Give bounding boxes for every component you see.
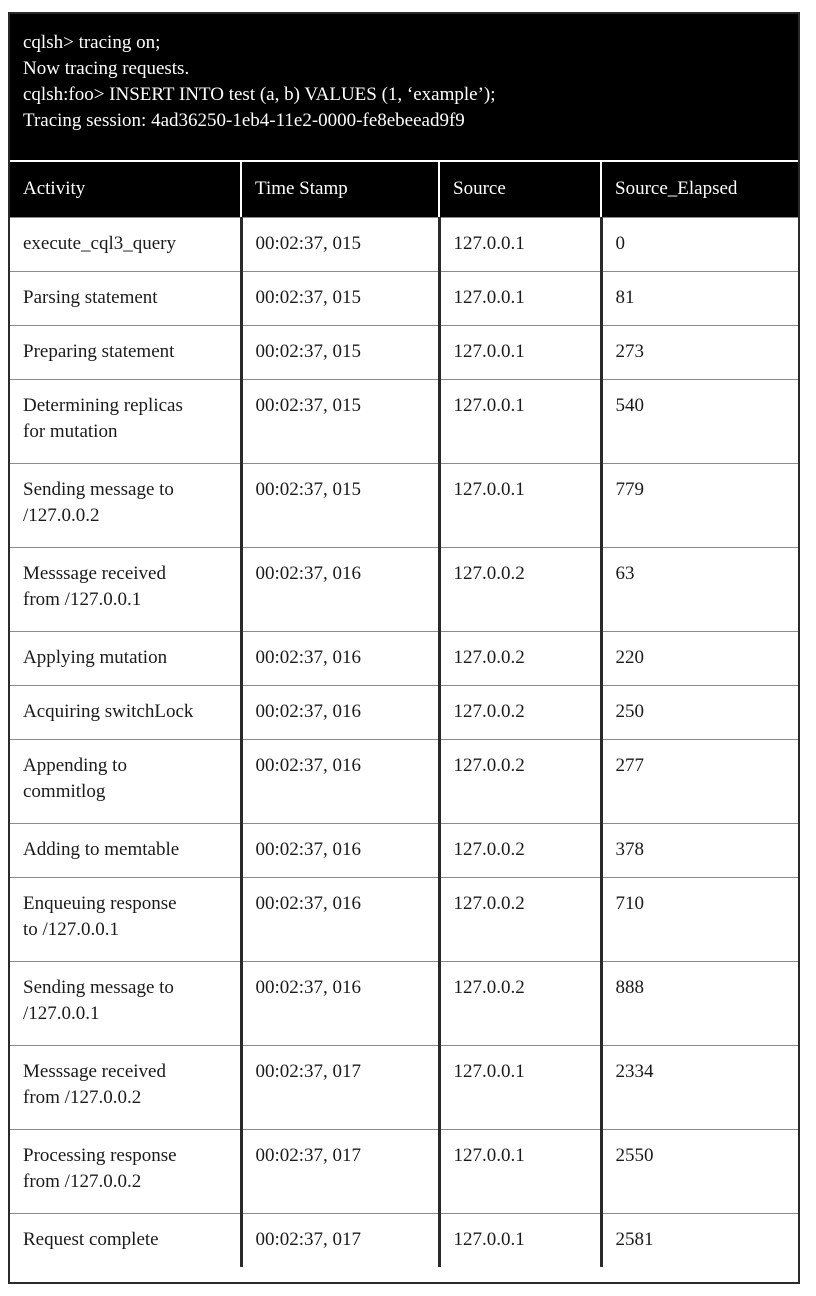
header-source-elapsed: Source_Elapsed — [601, 161, 798, 217]
cell-source-elapsed: 378 — [601, 823, 798, 877]
cell-source: 127.0.0.1 — [439, 1213, 601, 1267]
activity-line: execute_cql3_query — [23, 232, 176, 254]
cell-source-elapsed: 63 — [601, 547, 798, 631]
cell-time-stamp: 00:02:37, 015 — [241, 217, 439, 271]
cell-activity — [10, 823, 241, 877]
cell-activity — [10, 463, 241, 547]
cell-source: 127.0.0.2 — [439, 631, 601, 685]
cell-time-stamp: 00:02:37, 015 — [241, 271, 439, 325]
cell-time-stamp: 00:02:37, 016 — [241, 547, 439, 631]
activity-line: Sending message to — [23, 976, 174, 998]
table-row — [10, 1129, 798, 1213]
cell-time-stamp: 00:02:37, 015 — [241, 463, 439, 547]
cell-source: 127.0.0.1 — [439, 325, 601, 379]
activity-line: Adding to memtable — [23, 838, 180, 860]
cell-source: 127.0.0.1 — [439, 271, 601, 325]
cell-source: 127.0.0.2 — [439, 547, 601, 631]
cell-source-elapsed: 277 — [601, 739, 798, 823]
cell-time-stamp: 00:02:37, 017 — [241, 1213, 439, 1267]
table-row — [10, 217, 798, 271]
cell-activity — [10, 631, 241, 685]
activity-line: Processing response — [23, 1144, 177, 1166]
cell-source-elapsed: 888 — [601, 961, 798, 1045]
console-line: cqlsh:foo> INSERT INTO test (a, b) VALUES (1, ‘example’); — [23, 84, 496, 105]
cell-activity — [10, 685, 241, 739]
activity-line: Sending message to — [23, 478, 174, 500]
console-line: cqlsh> tracing on; — [23, 32, 161, 53]
table-header-row — [10, 161, 798, 217]
activity-line: Parsing statement — [23, 286, 158, 308]
table-row — [10, 631, 798, 685]
cell-source: 127.0.0.1 — [439, 463, 601, 547]
cell-source: 127.0.0.1 — [439, 379, 601, 463]
table-row — [10, 271, 798, 325]
cell-time-stamp: 00:02:37, 016 — [241, 685, 439, 739]
cell-source: 127.0.0.1 — [439, 1045, 601, 1129]
cell-time-stamp: 00:02:37, 015 — [241, 379, 439, 463]
cell-source: 127.0.0.1 — [439, 217, 601, 271]
activity-line: from /127.0.0.1 — [23, 588, 142, 610]
cell-time-stamp: 00:02:37, 016 — [241, 823, 439, 877]
cell-activity — [10, 547, 241, 631]
table-row — [10, 463, 798, 547]
cell-source-elapsed: 2581 — [601, 1213, 798, 1267]
cell-activity — [10, 271, 241, 325]
table-row — [10, 325, 798, 379]
cell-activity — [10, 217, 241, 271]
cell-source-elapsed: 220 — [601, 631, 798, 685]
activity-line: commitlog — [23, 780, 106, 802]
cell-activity — [10, 1045, 241, 1129]
table-body — [10, 217, 798, 1267]
activity-line: Enqueuing response — [23, 892, 177, 914]
header-time-stamp: Time Stamp — [241, 161, 439, 217]
table-row — [10, 1213, 798, 1267]
cell-source: 127.0.0.1 — [439, 1129, 601, 1213]
activity-line: to /127.0.0.1 — [23, 918, 120, 940]
table-row — [10, 547, 798, 631]
activity-line: from /127.0.0.2 — [23, 1170, 142, 1192]
cell-source-elapsed: 81 — [601, 271, 798, 325]
cell-activity — [10, 739, 241, 823]
activity-line: from /127.0.0.2 — [23, 1086, 142, 1108]
header-activity: Activity — [10, 161, 241, 217]
table-row — [10, 961, 798, 1045]
cell-time-stamp: 00:02:37, 015 — [241, 325, 439, 379]
cell-activity — [10, 961, 241, 1045]
table-row — [10, 1045, 798, 1129]
cell-activity — [10, 877, 241, 961]
activity-line: Determining replicas — [23, 394, 183, 416]
cell-activity — [10, 1129, 241, 1213]
activity-line: /127.0.0.2 — [23, 504, 100, 526]
cell-activity — [10, 325, 241, 379]
activity-line: Appending to — [23, 754, 127, 776]
header-source: Source — [439, 161, 601, 217]
table-row — [10, 379, 798, 463]
table-row — [10, 823, 798, 877]
activity-line: Messsage received — [23, 562, 166, 584]
cell-source-elapsed: 710 — [601, 877, 798, 961]
table-row — [10, 739, 798, 823]
cell-time-stamp: 00:02:37, 016 — [241, 961, 439, 1045]
cell-time-stamp: 00:02:37, 017 — [241, 1045, 439, 1129]
table-row — [10, 877, 798, 961]
console-line: Tracing session: 4ad36250-1eb4-11e2-0000-fe8ebeead9f9 — [23, 110, 465, 131]
activity-line: Messsage received — [23, 1060, 166, 1082]
cell-source-elapsed: 2550 — [601, 1129, 798, 1213]
table-row — [10, 685, 798, 739]
cell-time-stamp: 00:02:37, 016 — [241, 877, 439, 961]
trace-table — [10, 160, 798, 1267]
cell-source: 127.0.0.2 — [439, 823, 601, 877]
cell-source: 127.0.0.2 — [439, 877, 601, 961]
cell-time-stamp: 00:02:37, 016 — [241, 739, 439, 823]
cell-source: 127.0.0.2 — [439, 739, 601, 823]
console-output — [10, 14, 798, 160]
cell-source: 127.0.0.2 — [439, 685, 601, 739]
activity-line: /127.0.0.1 — [23, 1002, 100, 1024]
cell-time-stamp: 00:02:37, 017 — [241, 1129, 439, 1213]
cell-source-elapsed: 540 — [601, 379, 798, 463]
cell-source-elapsed: 2334 — [601, 1045, 798, 1129]
cell-source-elapsed: 273 — [601, 325, 798, 379]
cell-source: 127.0.0.2 — [439, 961, 601, 1045]
cell-activity — [10, 1213, 241, 1267]
console-line: Now tracing requests. — [23, 58, 190, 79]
cell-source-elapsed: 0 — [601, 217, 798, 271]
cell-time-stamp: 00:02:37, 016 — [241, 631, 439, 685]
cell-source-elapsed: 250 — [601, 685, 798, 739]
activity-line: Acquiring switchLock — [23, 700, 194, 722]
activity-line: Request complete — [23, 1228, 159, 1250]
cell-source-elapsed: 779 — [601, 463, 798, 547]
activity-line: Applying mutation — [23, 646, 168, 668]
activity-line: Preparing statement — [23, 340, 175, 362]
activity-line: for mutation — [23, 420, 118, 442]
cell-activity — [10, 379, 241, 463]
trace-document — [8, 12, 800, 1284]
